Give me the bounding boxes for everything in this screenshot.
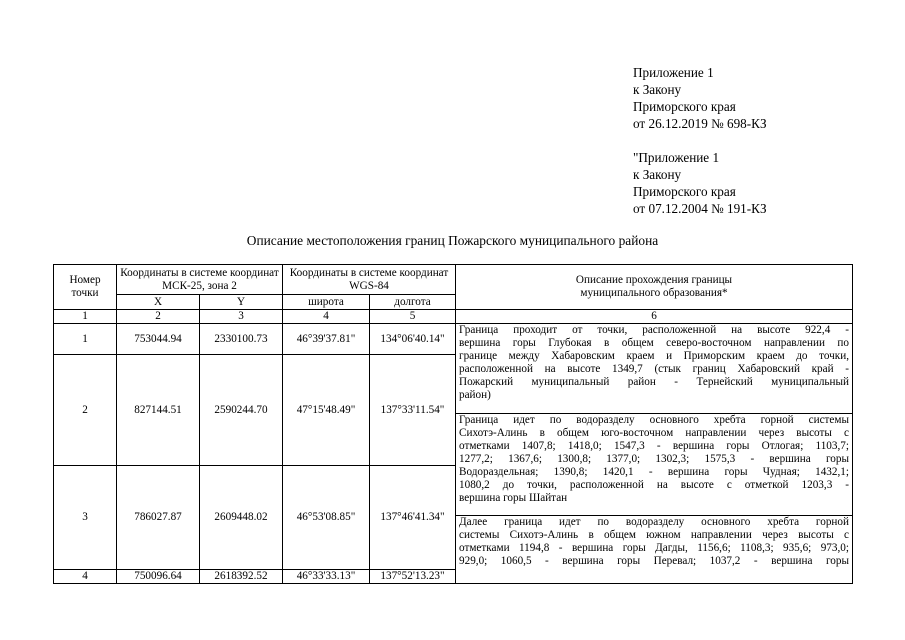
boundary-description (456, 324, 853, 414)
column-number-row (54, 310, 853, 324)
description-line: вершина горы Шайтан (459, 492, 568, 504)
appendix-line: к Закону (633, 82, 682, 97)
description-line: Граница проходит от точки, расположенной на высоте 922,4 - (459, 324, 849, 336)
header-msk-coordinates: Координаты в системе координат МСК-25, зона 2 (117, 265, 283, 295)
coord-y: 2618392.52 (200, 570, 283, 584)
description-line: Граница идет по водоразделу основного хребта горной системы (459, 414, 849, 426)
boundary-points-table (53, 264, 853, 584)
description-line: 1277,2; 1367,6; 1300,8; 1377,0; 1302,3; 1575,3 - вершина горы (459, 453, 849, 465)
appendix-line: от 26.12.2019 № 698-КЗ (633, 116, 767, 131)
header-y: Y (200, 295, 283, 310)
coord-longitude: 137°33'11.54" (370, 355, 456, 466)
coord-longitude: 137°52'13.23" (370, 570, 456, 584)
column-number: 6 (456, 310, 853, 324)
header-point-number: Номер точки (54, 265, 117, 310)
coord-x: 786027.87 (117, 466, 200, 570)
coord-y: 2609448.02 (200, 466, 283, 570)
header-wgs-coordinates: Координаты в системе координат WGS-84 (283, 265, 456, 295)
coord-latitude: 46°39'37.81" (283, 324, 370, 355)
description-line: отметками 1194,8 - вершина горы Дагды, 1156,6; 1108,3; 935,6; 973,0; (459, 542, 849, 554)
description-line: границе между Хабаровским краем и Приморским краем до точки, (459, 350, 849, 362)
appendix-line: "Приложение 1 (633, 150, 720, 165)
appendix-line: Приморского края (633, 99, 736, 114)
header-description (456, 265, 853, 310)
header-longitude: долгота (370, 295, 456, 310)
header-row (54, 265, 853, 295)
point-number: 2 (54, 355, 117, 466)
point-number: 1 (54, 324, 117, 355)
column-number: 3 (200, 310, 283, 324)
table-row (54, 324, 853, 354)
coord-longitude: 137°46'41.34" (370, 466, 456, 570)
appendix-reference-original (633, 149, 767, 217)
header-latitude: широта (283, 295, 370, 310)
description-line: вершина горы Глубокая в общем северо-восточном направлении по (459, 337, 849, 349)
appendix-line: к Закону (633, 167, 682, 182)
coord-x: 750096.64 (117, 570, 200, 584)
description-line: расположенной на высоте 1349,7 (стык границ Хабаровский край - (459, 363, 849, 375)
coord-y: 2590244.70 (200, 355, 283, 466)
description-line: Пожарский муниципальный район - Тернейский муниципальный (459, 376, 849, 388)
coord-latitude: 46°33'33.13" (283, 570, 370, 584)
header-description-text: Описание прохождения границы муниципального образования* (575, 274, 733, 299)
coord-latitude: 46°53'08.85" (283, 466, 370, 570)
point-number: 4 (54, 570, 117, 584)
coord-longitude: 134°06'40.14" (370, 324, 456, 355)
column-number: 5 (370, 310, 456, 324)
appendix-line: от 07.12.2004 № 191-КЗ (633, 201, 767, 216)
header-x: X (117, 295, 200, 310)
document-title: Описание местоположения границ Пожарского муниципального района (246, 233, 659, 248)
point-number: 3 (54, 466, 117, 570)
coord-latitude: 47°15'48.49" (283, 355, 370, 466)
coord-x: 753044.94 (117, 324, 200, 355)
boundary-description (456, 516, 853, 584)
appendix-line: Приложение 1 (633, 65, 714, 80)
appendix-reference-current (633, 64, 767, 132)
description-line: район) (459, 389, 491, 401)
appendix-line: Приморского края (633, 184, 736, 199)
coord-y: 2330100.73 (200, 324, 283, 355)
column-number: 1 (54, 310, 117, 324)
coord-x: 827144.51 (117, 355, 200, 466)
description-line: отметками 1407,8; 1418,0; 1547,3 - вершина горы Отлогая; 1103,7; (459, 440, 849, 452)
column-number: 4 (283, 310, 370, 324)
description-line: 1080,2 до точки, расположенной на высоте с отметкой 1203,3 - (459, 479, 849, 491)
description-line: 929,0; 1060,5 - вершина горы Перевал; 1037,2 - вершина горы (459, 555, 849, 567)
description-line: Сихотэ-Алинь в общем юго-восточном направлении через высоты с (459, 427, 849, 439)
column-number: 2 (117, 310, 200, 324)
boundary-description (456, 414, 853, 516)
description-line: системы Сихотэ-Алинь в общем южном направлении через высоты с (459, 529, 849, 541)
description-line: Далее граница идет по водоразделу основного хребта горной (459, 516, 849, 528)
description-line: Водораздельная; 1390,8; 1420,1 - вершина горы Чудная; 1432,1; (459, 466, 849, 478)
